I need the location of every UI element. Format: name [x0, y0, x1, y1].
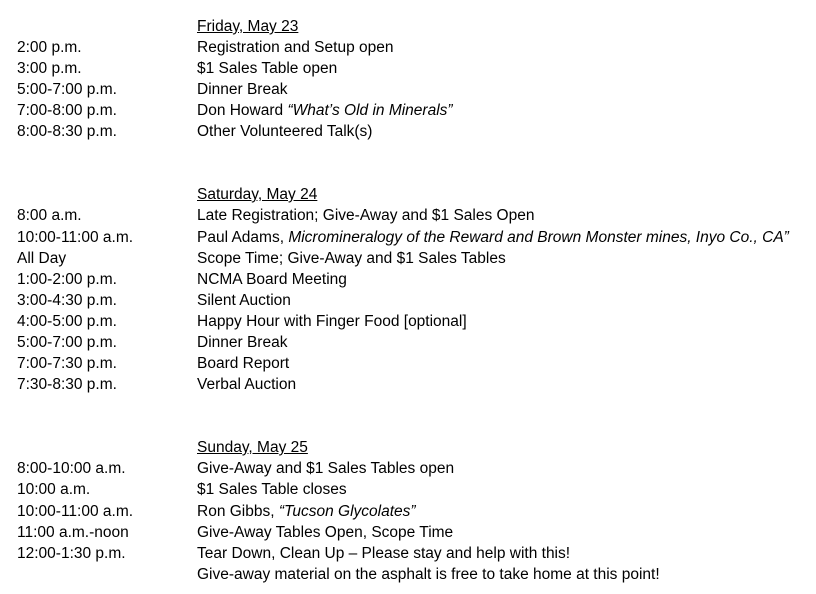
event-cell: Dinner Break [197, 334, 288, 351]
schedule-row [0, 543, 816, 564]
schedule-row [0, 290, 816, 311]
schedule-row [0, 58, 816, 79]
event-cell: Give-away material on the asphalt is free to take home at this point! [197, 566, 660, 583]
schedule-row [0, 269, 816, 290]
event-cell: Board Report [197, 355, 290, 372]
schedule-row [0, 479, 816, 500]
time-cell: 12:00-1:30 p.m. [17, 545, 126, 562]
schedule-row [0, 374, 816, 395]
event-cell [197, 501, 416, 522]
talk-title: “Tucson Glycolates” [278, 503, 416, 520]
time-cell: 3:00-4:30 p.m. [17, 292, 117, 309]
day-heading: Friday, May 23 [197, 18, 299, 35]
time-cell: 3:00 p.m. [17, 60, 82, 77]
event-cell: Dinner Break [197, 81, 288, 98]
schedule-row [0, 100, 816, 121]
time-cell: 2:00 p.m. [17, 39, 82, 56]
schedule-row [0, 37, 816, 58]
schedule-row [0, 79, 816, 100]
friday-heading-row [0, 16, 816, 37]
event-cell [197, 100, 453, 121]
speaker-name: Ron Gibbs, [197, 503, 279, 520]
schedule-row [0, 332, 816, 353]
talk-title: “What’s Old in Minerals” [287, 102, 453, 119]
event-cell: NCMA Board Meeting [197, 271, 347, 288]
event-cell [197, 227, 789, 248]
talk-title: Micromineralogy of the Reward and Brown Monster mines, Inyo Co., CA” [288, 229, 789, 246]
time-cell: 10:00 a.m. [17, 481, 91, 498]
event-cell: Registration and Setup open [197, 39, 394, 56]
schedule-row [0, 353, 816, 374]
time-cell: 11:00 a.m.-noon [17, 524, 129, 541]
time-cell: 1:00-2:00 p.m. [17, 271, 117, 288]
sunday-heading-row [0, 437, 816, 458]
time-cell: 8:00-8:30 p.m. [17, 123, 117, 140]
schedule-row [0, 311, 816, 332]
schedule-row [0, 564, 816, 585]
time-cell: 10:00-11:00 a.m. [17, 229, 134, 246]
schedule-row [0, 248, 816, 269]
event-cell: Scope Time; Give-Away and $1 Sales Tables [197, 250, 506, 267]
time-cell: 8:00 a.m. [17, 207, 82, 224]
schedule-row [0, 227, 816, 248]
schedule-row [0, 121, 816, 142]
event-cell: Other Volunteered Talk(s) [197, 123, 373, 140]
time-cell: All Day [17, 250, 67, 267]
speaker-name: Don Howard [197, 102, 288, 119]
event-cell: Late Registration; Give-Away and $1 Sales Open [197, 207, 535, 224]
schedule-row [0, 522, 816, 543]
day-heading: Sunday, May 25 [197, 439, 308, 456]
time-cell: 10:00-11:00 a.m. [17, 503, 134, 520]
time-cell: 7:30-8:30 p.m. [17, 376, 117, 393]
time-cell: 4:00-5:00 p.m. [17, 313, 117, 330]
event-cell: $1 Sales Table open [197, 60, 338, 77]
event-cell: Happy Hour with Finger Food [optional] [197, 313, 467, 330]
speaker-name: Paul Adams, [197, 229, 289, 246]
time-cell: 5:00-7:00 p.m. [17, 334, 117, 351]
event-cell: Give-Away Tables Open, Scope Time [197, 524, 454, 541]
schedule-row [0, 205, 816, 226]
event-cell: Give-Away and $1 Sales Tables open [197, 460, 455, 477]
schedule-row [0, 501, 816, 522]
event-cell: Verbal Auction [197, 376, 297, 393]
time-cell: 7:00-7:30 p.m. [17, 355, 117, 372]
event-cell: Silent Auction [197, 292, 291, 309]
event-cell: Tear Down, Clean Up – Please stay and help with this! [197, 545, 571, 562]
saturday-heading-row [0, 184, 816, 205]
schedule-row [0, 458, 816, 479]
time-cell: 7:00-8:00 p.m. [17, 102, 117, 119]
day-heading: Saturday, May 24 [197, 186, 318, 203]
time-cell: 5:00-7:00 p.m. [17, 81, 117, 98]
time-cell: 8:00-10:00 a.m. [17, 460, 126, 477]
event-cell: $1 Sales Table closes [197, 481, 347, 498]
